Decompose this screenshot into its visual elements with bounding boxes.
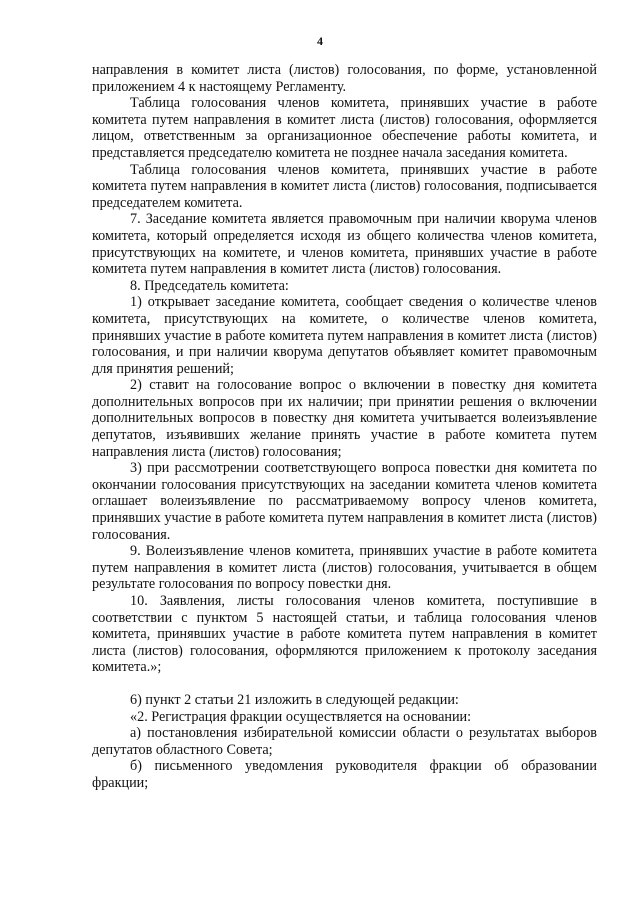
paragraph-fraction-basis-b: б) письменного уведомления руководителя фракции об образовании фракции; [92, 758, 597, 791]
paragraph-item-8-3: 3) при рассмотрении соответствующего вопроса повестки дня комитета по окончании голосования присутствующих на заседании комитета членов комитета оглашает волеизъявление по рассматриваемому вопросу членов комитета, принявших участие в работе комитета путем направления в комитет листа (листов) голосования. [92, 460, 597, 543]
paragraph-continuation: направления в комитет листа (листов) голосования, по форме, установленной приложением 4 к настоящему Регламенту. [92, 62, 597, 95]
paragraph-item-10: 10. Заявления, листы голосования членов комитета, поступившие в соответствии с пунктом 5 настоящей статьи, и таблица голосования членов комитета, принявших участие в работе комитета путем направления в комитет листа (листов) голосования, оформляются приложением к протоколу заседания комитета.»; [92, 593, 597, 676]
paragraph-item-8: 8. Председатель комитета: [130, 277, 289, 294]
paragraph-amendment-6: 6) пункт 2 статьи 21 изложить в следующей редакции: [130, 691, 459, 708]
paragraph-item-8-1: 1) открывает заседание комитета, сообщает сведения о количестве членов комитета, присутствующих на комитете, о количестве членов комитета, принявших участие в работе комитета путем направления в комитет листа (листов) голосования, и при наличии кворума депутатов объявляет комитет правомочным для принятия решений; [92, 294, 597, 377]
paragraph-fraction-basis-a: а) постановления избирательной комиссии области о результатах выборов депутатов областного Совета; [92, 725, 597, 758]
paragraph-item-8-2: 2) ставит на голосование вопрос о включении в повестку дня комитета дополнительных вопросов при их наличии; при принятии решения о включении дополнительных вопросов в повестку дня комитета учитывается волеизъявление депутатов, изъявивших желание принять участие в работе комитета путем направления листа (листов) голосования; [92, 377, 597, 460]
paragraph-voting-table-signed: Таблица голосования членов комитета, принявших участие в работе комитета путем направления в комитет листа (листов) голосования, подписывается председателем комитета. [92, 161, 597, 211]
document-body [92, 62, 597, 792]
paragraph-fraction-registration: «2. Регистрация фракции осуществляется на основании: [130, 708, 472, 725]
paragraph-item-9: 9. Волеизъявление членов комитета, принявших участие в работе комитета путем направления в комитет листа (листов) голосования, учитывается в общем результате голосования по вопросу повестки дня. [92, 543, 597, 593]
paragraph-item-7: 7. Заседание комитета является правомочным при наличии кворума членов комитета, который определяется исходя из общего количества членов комитета, присутствующих на комитете, и членов комитета, принявших участие в работе комитета путем направления в комитет листа (листов) голосования. [92, 211, 597, 278]
page-number: 4 [317, 34, 323, 48]
paragraph-voting-table-prepared: Таблица голосования членов комитета, принявших участие в работе комитета путем направления в комитет листа (листов) голосования, оформляется лицом, ответственным за организационное обеспечение работы комитета, и представляется председателю комитета не позднее начала заседания комитета. [92, 95, 597, 161]
paragraph-spacer [92, 676, 597, 692]
